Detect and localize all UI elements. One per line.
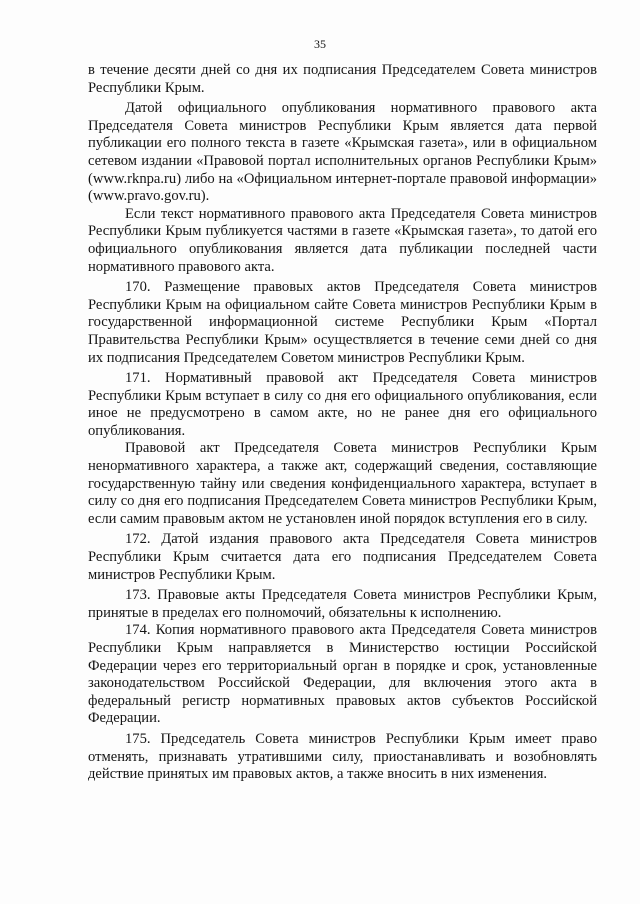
paragraph-175: 175. Председатель Совета министров Республики Крым имеет право отменять, признавать утратившими силу, приостанавливать и возобновлять действие принятых им правовых актов, а также вносить в них изменения. [88, 730, 597, 783]
paragraph-174: 174. Копия нормативного правового акта Председателя Совета министров Республики Крым направляется в Министерство юстиции Российской Федерации через его территориальный орган в порядке и срок, установленные законодательством Российской Федерации, для включения этого акта в федеральный регистр нормативных правовых актов субъектов Российской Федерации. [88, 622, 597, 727]
page-number: 35 [314, 37, 326, 51]
paragraph-publication-date: Датой официального опубликования нормативного правового акта Председателя Совета министров Республики Крым является дата первой публикации его полного текста в газете «Крымская газета», или в официальном сетевом издании «Правовой портал исполнительных органов Республики Крым» (www.rknpa.ru) либо на «Официальном интернет-портале правовой информации» (www.pravo.gov.ru). [88, 100, 597, 205]
paragraph-172: 172. Датой издания правового акта Председателя Совета министров Республики Крым считается дата его подписания Председателем Совета министров Республики Крым. [88, 531, 597, 583]
paragraph-non-normative-act: Правовой акт Председателя Совета министров Республики Крым ненормативного характера, а также акт, содержащий сведения, составляющие государственную тайну или сведения конфиденциального характера, вступает в силу со дня его подписания Председателем Совета министров Республики Крым, если самим правовым актом не установлен иной порядок вступления его в силу. [88, 440, 597, 527]
paragraph-publication-parts: Если текст нормативного правового акта Председателя Совета министров Республики Крым публикуется частями в газете «Крымская газета», то датой его официального опубликования является дата публикации последней части нормативного правового акта. [88, 205, 597, 275]
paragraph-173: 173. Правовые акты Председателя Совета министров Республики Крым, принятые в пределах его полномочий, обязательны к исполнению. [88, 587, 597, 621]
paragraph-170: 170. Размещение правовых актов Председателя Совета министров Республики Крым на официальном сайте Совета министров Республики Крым в государственной информационной системе Республики Крым «Портал Правительства Республики Крым» осуществляется в течение семи дней со дня их подписания Председателем Советом министров Республики Крым. [88, 279, 597, 366]
paragraph-171: 171. Нормативный правовой акт Председателя Совета министров Республики Крым вступает в силу со дня его официального опубликования, если иное не предусмотрено в самом акте, но не ранее дня его официального опубликования. [88, 370, 597, 439]
document-body [88, 62, 597, 787]
paragraph-continuation: в течение десяти дней со дня их подписания Председателем Совета министров Республики Крым. [88, 62, 597, 96]
